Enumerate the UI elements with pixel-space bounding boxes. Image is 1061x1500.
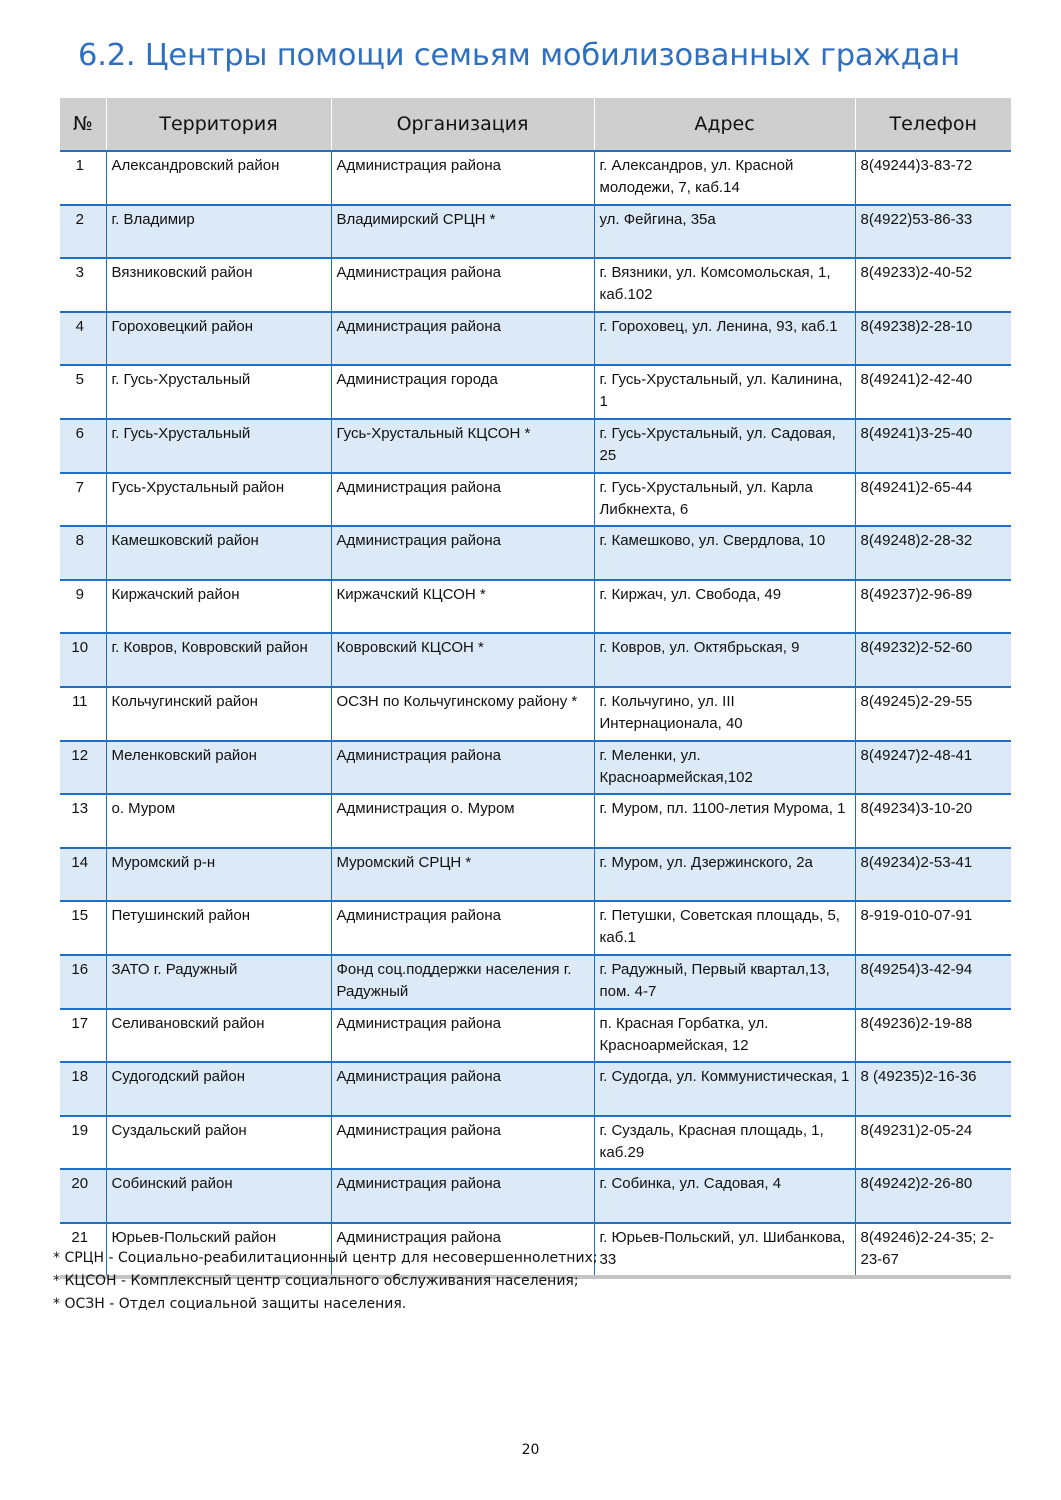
cell-territory: Кольчугинский район [106,687,331,741]
cell-organization: Администрация района [331,526,594,580]
table-row [60,687,1011,741]
cell-phone: 8(49237)2-96-89 [855,580,1011,634]
cell-address: г. Кольчугино, ул. III Интернационала, 40 [594,687,855,741]
cell-phone: 8(49236)2-19-88 [855,1009,1011,1063]
cell-address: г. Муром, пл. 1100-летия Мурома, 1 [594,794,855,848]
cell-organization: Администрация о. Муром [331,794,594,848]
cell-address: г. Ковров, ул. Октябрьская, 9 [594,633,855,687]
table-row [60,741,1011,795]
page-number: 20 [521,1442,540,1458]
cell-phone: 8(49246)2-24-35; 2-23-67 [855,1223,1011,1278]
footnotes [53,1247,598,1316]
cell-phone: 8(49234)2-53-41 [855,848,1011,902]
cell-organization: Администрация района [331,1062,594,1116]
cell-territory: Юрьев-Польский район [106,1223,331,1278]
cell-number: 10 [60,633,106,687]
cell-phone: 8(49241)3-25-40 [855,419,1011,473]
cell-phone: 8(49238)2-28-10 [855,312,1011,366]
cell-territory: Киржачский район [106,580,331,634]
cell-address: г. Гусь-Хрустальный, ул. Калинина, 1 [594,365,855,419]
table-row [60,580,1011,634]
cell-organization: Администрация района [331,1223,594,1278]
table-row [60,848,1011,902]
cell-number: 14 [60,848,106,902]
cell-address: п. Красная Горбатка, ул. Красноармейская, 12 [594,1009,855,1063]
footnote-oszn: * ОСЗН - Отдел социальной защиты населения. [53,1296,407,1312]
cell-territory: г. Владимир [106,205,331,259]
cell-number: 12 [60,741,106,795]
cell-territory: Собинский район [106,1169,331,1223]
cell-phone: 8(49241)2-65-44 [855,473,1011,527]
cell-organization: Администрация района [331,1116,594,1170]
cell-territory: Селивановский район [106,1009,331,1063]
cell-phone: 8(49244)3-83-72 [855,151,1011,205]
cell-organization: Администрация района [331,258,594,312]
cell-organization: Администрация района [331,151,594,205]
cell-organization: Администрация района [331,1169,594,1223]
cell-territory: г. Гусь-Хрустальный [106,365,331,419]
table-row [60,901,1011,955]
table-row [60,633,1011,687]
cell-phone: 8(49248)2-28-32 [855,526,1011,580]
cell-number: 15 [60,901,106,955]
cell-phone: 8(49231)2-05-24 [855,1116,1011,1170]
centers-table [60,98,1011,1279]
cell-number: 20 [60,1169,106,1223]
cell-phone: 8-919-010-07-91 [855,901,1011,955]
cell-phone: 8 (49235)2-16-36 [855,1062,1011,1116]
cell-phone: 8(49233)2-40-52 [855,258,1011,312]
header-territory: Территория [106,98,331,151]
cell-number: 6 [60,419,106,473]
cell-territory: ЗАТО г. Радужный [106,955,331,1009]
table-header-row [60,98,1011,151]
cell-address: г. Муром, ул. Дзержинского, 2а [594,848,855,902]
cell-number: 9 [60,580,106,634]
table-row [60,365,1011,419]
cell-organization: Киржачский КЦСОН * [331,580,594,634]
cell-organization: Владимирский СРЦН * [331,205,594,259]
cell-territory: Вязниковский район [106,258,331,312]
cell-territory: Петушинский район [106,901,331,955]
cell-address: г. Юрьев-Польский, ул. Шибанкова, 33 [594,1223,855,1278]
cell-number: 21 [60,1223,106,1278]
table-row [60,258,1011,312]
table-row [60,1169,1011,1223]
cell-organization: Ковровский КЦСОН * [331,633,594,687]
cell-number: 16 [60,955,106,1009]
cell-number: 18 [60,1062,106,1116]
cell-number: 5 [60,365,106,419]
cell-phone: 8(4922)53-86-33 [855,205,1011,259]
cell-number: 8 [60,526,106,580]
cell-territory: Меленковский район [106,741,331,795]
cell-organization: ОСЗН по Кольчугинскому району * [331,687,594,741]
table-row [60,794,1011,848]
cell-number: 19 [60,1116,106,1170]
table-row [60,151,1011,205]
cell-address: г. Меленки, ул. Красноармейская,102 [594,741,855,795]
table-body [60,151,1011,1277]
cell-address: г. Радужный, Первый квартал,13, пом. 4-7 [594,955,855,1009]
cell-territory: о. Муром [106,794,331,848]
header-address: Адрес [594,98,855,151]
cell-address: г. Судогда, ул. Коммунистическая, 1 [594,1062,855,1116]
table-row [60,473,1011,527]
cell-number: 7 [60,473,106,527]
cell-address: г. Вязники, ул. Комсомольская, 1, каб.102 [594,258,855,312]
cell-address: г. Гусь-Хрустальный, ул. Садовая, 25 [594,419,855,473]
cell-address: г. Александров, ул. Красной молодежи, 7, каб.14 [594,151,855,205]
cell-organization: Администрация района [331,312,594,366]
footnote-srcn: * СРЦН - Социально-реабилитационный центр для несовершеннолетних; [53,1250,598,1266]
cell-address: г. Петушки, Советская площадь, 5, каб.1 [594,901,855,955]
table-row [60,312,1011,366]
cell-organization: Муромский СРЦН * [331,848,594,902]
cell-address: г. Собинка, ул. Садовая, 4 [594,1169,855,1223]
cell-phone: 8(49232)2-52-60 [855,633,1011,687]
cell-territory: Гороховецкий район [106,312,331,366]
cell-phone: 8(49254)3-42-94 [855,955,1011,1009]
header-organization: Организация [331,98,594,151]
cell-organization: Фонд соц.поддержки населения г. Радужный [331,955,594,1009]
cell-number: 4 [60,312,106,366]
table-row [60,526,1011,580]
table-row [60,955,1011,1009]
cell-territory: Гусь-Хрустальный район [106,473,331,527]
cell-address: г. Камешково, ул. Свердлова, 10 [594,526,855,580]
header-phone: Телефон [855,98,1011,151]
cell-address: г. Гусь-Хрустальный, ул. Карла Либкнехта, 6 [594,473,855,527]
cell-address: г. Суздаль, Красная площадь, 1, каб.29 [594,1116,855,1170]
cell-territory: Александровский район [106,151,331,205]
cell-number: 11 [60,687,106,741]
cell-organization: Гусь-Хрустальный КЦСОН * [331,419,594,473]
cell-number: 1 [60,151,106,205]
cell-organization: Администрация района [331,473,594,527]
cell-organization: Администрация города [331,365,594,419]
cell-territory: Камешковский район [106,526,331,580]
table-row [60,419,1011,473]
cell-number: 2 [60,205,106,259]
cell-organization: Администрация района [331,901,594,955]
cell-territory: Муромский р-н [106,848,331,902]
cell-territory: г. Гусь-Хрустальный [106,419,331,473]
cell-territory: Суздальский район [106,1116,331,1170]
cell-number: 17 [60,1009,106,1063]
cell-phone: 8(49242)2-26-80 [855,1169,1011,1223]
cell-number: 13 [60,794,106,848]
cell-address: г. Гороховец, ул. Ленина, 93, каб.1 [594,312,855,366]
footnote-kcson: * КЦСОН - Комплексный центр социального обслуживания населения; [53,1273,579,1289]
cell-territory: Судогодский район [106,1062,331,1116]
table-row [60,205,1011,259]
cell-number: 3 [60,258,106,312]
cell-phone: 8(49247)2-48-41 [855,741,1011,795]
table-row [60,1009,1011,1063]
cell-address: ул. Фейгина, 35а [594,205,855,259]
table-row [60,1116,1011,1170]
cell-phone: 8(49241)2-42-40 [855,365,1011,419]
cell-organization: Администрация района [331,741,594,795]
table-row [60,1062,1011,1116]
header-number: № [60,98,106,151]
cell-phone: 8(49245)2-29-55 [855,687,1011,741]
cell-territory: г. Ковров, Ковровский район [106,633,331,687]
cell-organization: Администрация района [331,1009,594,1063]
page-title: 6.2. Центры помощи семьям мобилизованных граждан [78,38,960,73]
cell-address: г. Киржач, ул. Свобода, 49 [594,580,855,634]
cell-phone: 8(49234)3-10-20 [855,794,1011,848]
